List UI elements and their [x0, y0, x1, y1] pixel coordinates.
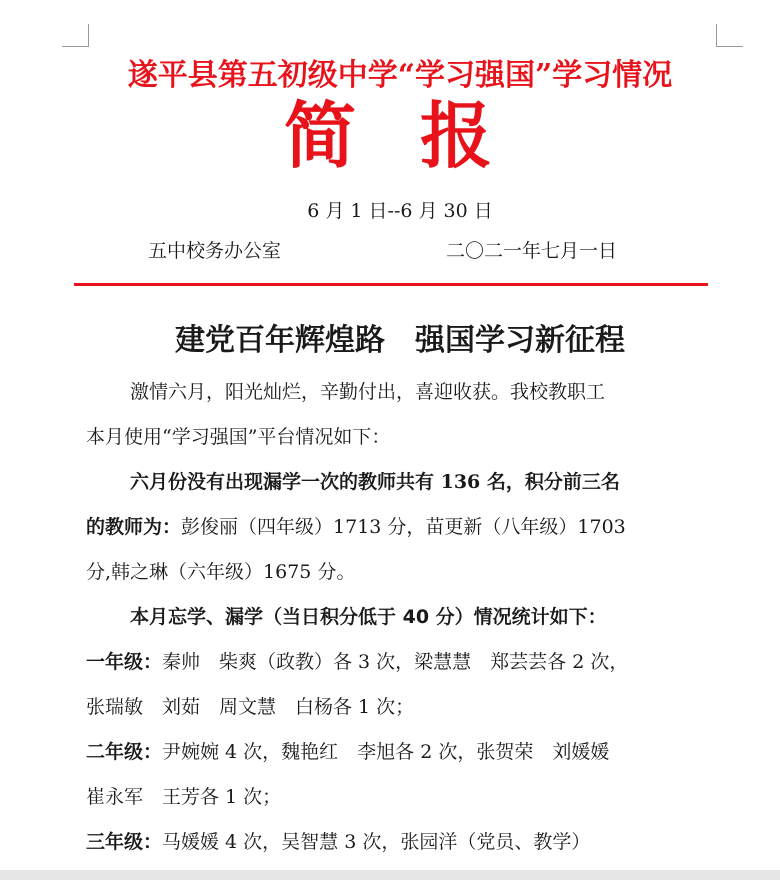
grade-text: 马媛媛 4 次，吴智慧 3 次，张园洋（党员、教学）	[162, 831, 591, 853]
stat-line	[86, 505, 726, 550]
grade-label: 一年级：	[86, 651, 163, 673]
red-divider-line	[74, 283, 708, 286]
grade-line	[86, 820, 726, 865]
grade-label: 二年级：	[86, 741, 163, 763]
intro-line: 本月使用“学习强国”平台情况如下：	[86, 426, 391, 448]
margin-corner-mark	[62, 24, 89, 47]
grade-line	[86, 730, 726, 775]
issue-date: 二〇二一年七月一日	[446, 240, 618, 262]
grade-text: 尹婉婉 4 次，魏艳红 李旭各 2 次，张贺荣 刘媛媛	[162, 741, 610, 763]
margin-corner-mark	[716, 24, 743, 47]
stat-line: 六月份没有出现漏学一次的教师共有 136 名，积分前三名	[130, 471, 620, 493]
issuing-office: 五中校务办公室	[148, 240, 282, 262]
date-range: 6 月 1 日--6 月 30 日	[307, 200, 493, 222]
grade-label: 三年级：	[86, 831, 163, 853]
grade-line: 崔永军 王芳各 1 次；	[86, 786, 282, 808]
grade-line: 张瑞敏 刘茹 周文慧 白杨各 1 次；	[86, 696, 415, 718]
stat-label: 的教师为：	[86, 516, 182, 538]
grade-text: 秦帅 柴爽（政教）各 3 次，梁慧慧 郑芸芸各 2 次，	[162, 651, 629, 673]
bulletin-header-title: 遂平县第五初级中学“学习强国”学习情况	[127, 58, 673, 93]
stat-line: 分,韩之琳（六年级）1675 分。	[86, 561, 356, 583]
missed-heading: 本月忘学、漏学（当日积分低于 40 分）情况统计如下：	[130, 606, 607, 628]
intro-line: 激情六月，阳光灿烂，辛勤付出，喜迎收获。我校教职工	[130, 381, 606, 403]
article-body	[86, 370, 726, 865]
bulletin-big-title: 简报	[283, 93, 556, 178]
stat-text: 彭俊丽（四年级）1713 分，苗更新（八年级）1703	[181, 516, 626, 538]
window-bottom-bar	[0, 870, 780, 880]
grade-line	[86, 640, 726, 685]
article-title: 建党百年辉煌路 强国学习新征程	[175, 323, 625, 358]
